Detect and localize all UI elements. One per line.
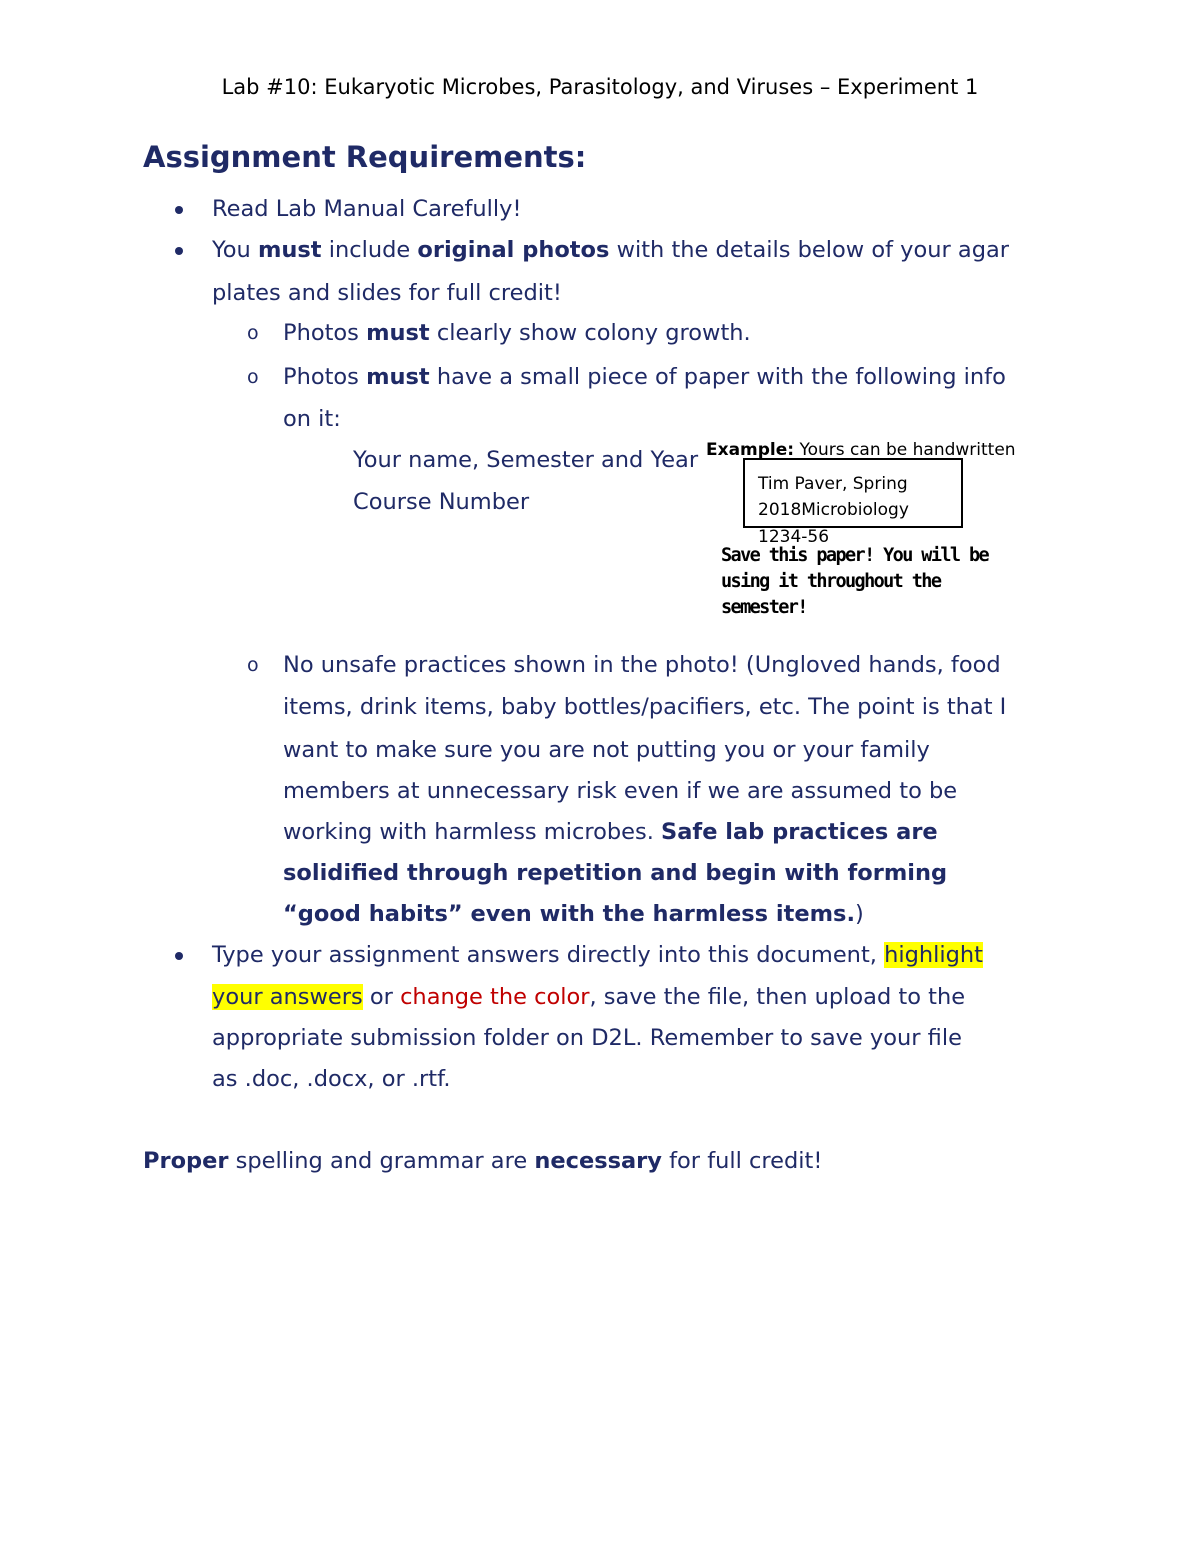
text: include [321, 237, 418, 263]
sub-bullet-colony-growth [283, 320, 751, 346]
sub-bullet-unsafe-practices: No unsafe practices shown in the photo! (Ungloved hands, food [283, 652, 1001, 678]
sub-bullet-unsafe-practices-line [283, 901, 864, 927]
bold-good-habits: “good habits” even with the harmless items. [283, 901, 855, 927]
bold-must: must [257, 237, 322, 263]
bullet-original-photos-line2: plates and slides for full credit! [212, 280, 562, 306]
sub-bullet-unsafe-practices-line: members at unnecessary risk even if we are assumed to be [283, 778, 958, 804]
bold-safe-lab-practices-line: solidified through repetition and begin with forming [283, 860, 948, 886]
text: for full credit! [661, 1148, 823, 1174]
bullet-dot [175, 206, 183, 214]
text: spelling and grammar are [228, 1148, 535, 1174]
red-text: change the color [400, 984, 590, 1010]
text: You [212, 237, 258, 263]
text: Type your assignment answers directly into this document, [212, 942, 885, 968]
text: or [362, 984, 401, 1010]
text: ) [855, 901, 864, 927]
bold-necessary: necessary [534, 1148, 662, 1174]
info-line-name-semester: Your name, Semester and Year [353, 447, 699, 473]
sub-bullet-unsafe-practices-line [283, 819, 938, 845]
highlighted-text: highlight [884, 942, 983, 968]
document-header: Lab #10: Eukaryotic Microbes, Parasitology, and Viruses – Experiment 1 [221, 75, 979, 99]
sub-bullet-circle: o [247, 366, 259, 388]
bullet-original-photos [212, 237, 1009, 263]
bullet-type-answers-line3: appropriate submission folder on D2L. Remember to save your file [212, 1025, 962, 1051]
text: working with harmless microbes. [283, 819, 662, 845]
text: Photos [283, 364, 367, 390]
example-caption [706, 440, 1016, 460]
text: have a small piece of paper with the following info [429, 364, 1006, 390]
sub-bullet-circle: o [247, 654, 259, 676]
sub-bullet-unsafe-practices-line: want to make sure you are not putting you or your family [283, 737, 930, 763]
bold-original-photos: original photos [417, 237, 610, 263]
info-line-course-number: Course Number [353, 489, 530, 515]
example-box-line: Tim Paver, Spring [758, 474, 908, 494]
bullet-dot [175, 952, 183, 960]
text: Photos [283, 320, 367, 346]
bullet-read-manual: Read Lab Manual Carefully! [212, 196, 522, 222]
text: with the details below of your agar [609, 237, 1010, 263]
sub-bullet-circle: o [247, 322, 259, 344]
example-label: Example: [706, 440, 795, 460]
save-paper-note: Save this paper! You will be using it throughout the semester! [721, 545, 989, 618]
example-box-line: 1234-56 [758, 527, 830, 547]
bold-proper: Proper [143, 1148, 229, 1174]
sub-bullet-unsafe-practices-line: items, drink items, baby bottles/pacifiers, etc. The point is that I [283, 694, 1007, 720]
page-title: Assignment Requirements: [143, 140, 587, 174]
bold-must: must [366, 320, 430, 346]
highlighted-text: your answers [212, 984, 363, 1010]
bullet-type-answers [212, 942, 983, 968]
sub-bullet-paper-info-line2: on it: [283, 406, 341, 432]
example-box-line: 2018Microbiology [758, 500, 909, 520]
text: clearly show colony growth. [429, 320, 751, 346]
example-caption-text: Yours can be handwritten [794, 440, 1016, 460]
sub-bullet-paper-info [283, 364, 1006, 390]
bullet-type-answers-line4: as .doc, .docx, or .rtf. [212, 1066, 451, 1092]
bullet-dot [175, 247, 183, 255]
bold-must: must [366, 364, 430, 390]
bullet-type-answers-line2 [212, 984, 965, 1010]
bold-safe-lab-practices: Safe lab practices are [661, 819, 938, 845]
spelling-grammar-note [143, 1148, 822, 1174]
text: , save the file, then upload to the [589, 984, 966, 1010]
